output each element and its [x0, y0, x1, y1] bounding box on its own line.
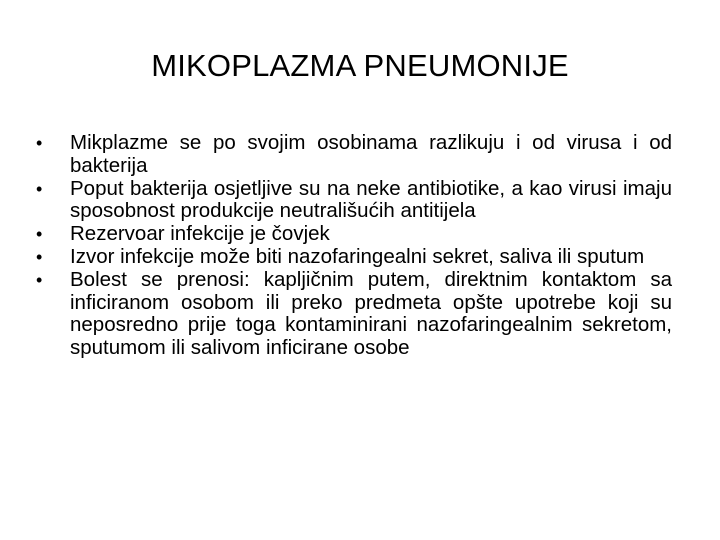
bullet-text: Rezervoar infekcije je čovjek [70, 222, 330, 246]
slide-title: MIKOPLAZMA PNEUMONIJE [151, 48, 569, 83]
bullet-text: Poput bakterija osjetljive su na neke antibiotike, a kao virusi imaju sposobnost produkcije neutrališućih antitijela [70, 176, 672, 223]
bullet-icon: • [36, 269, 43, 290]
bullet-icon: • [36, 133, 43, 153]
bullet-item [36, 178, 672, 224]
bullet-text: Izvor infekcije može biti nazofaringealni sekret, saliva ili sputum [70, 244, 645, 268]
bullet-text: Mikplazme se po svojim osobinama razlikuju i od virusa i od bakterija [70, 131, 672, 177]
bullet-item [36, 269, 672, 360]
bullet-item [36, 132, 672, 178]
bullet-icon: • [36, 224, 43, 245]
bullet-text: Bolest se prenosi: kapljičnim putem, direktnim kontaktom sa inficiranom osobom ili preko predmeta opšte upotrebe koji su neposredno prije toga kontaminirani nazofaringealnim sekretom, sputumom ili salivom inficirane osobe [70, 267, 672, 360]
bullet-icon: • [36, 178, 43, 199]
bullet-item [36, 246, 672, 269]
bullet-list [36, 132, 672, 360]
bullet-icon: • [36, 246, 43, 267]
bullet-item [36, 223, 672, 246]
